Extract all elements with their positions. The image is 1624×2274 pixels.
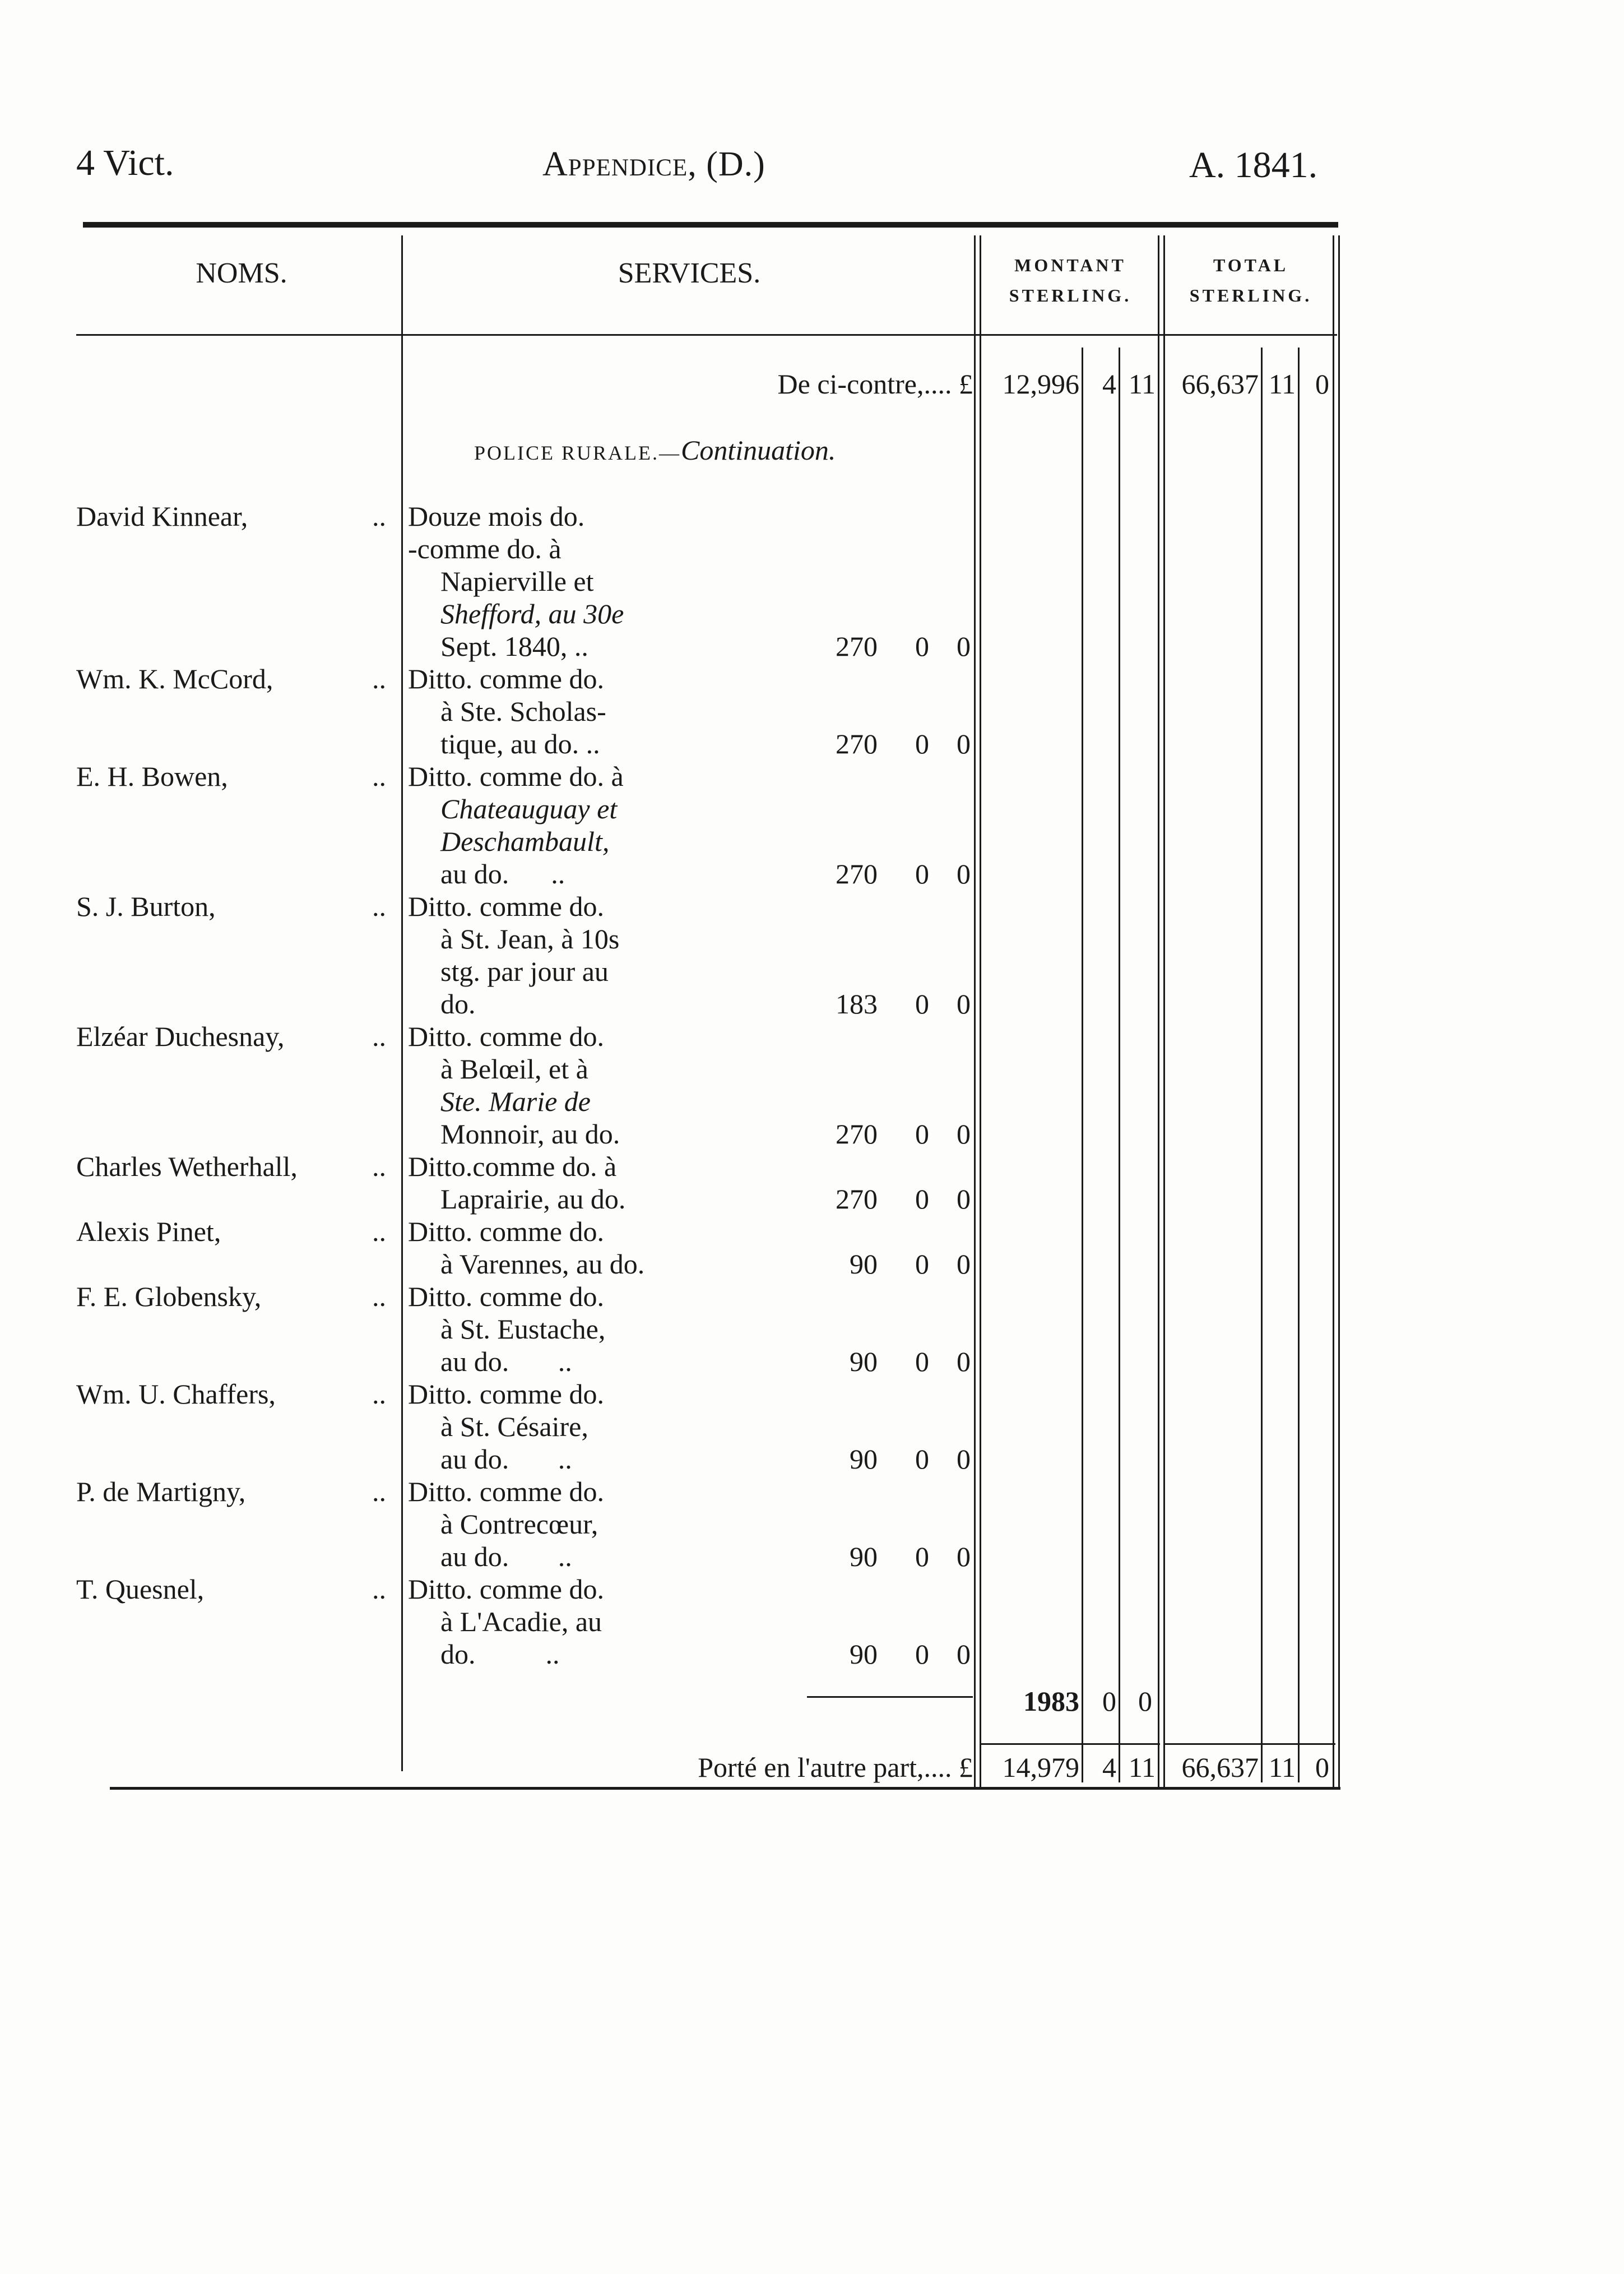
service-line: Ste. Marie de	[440, 1086, 591, 1117]
service-line: à Belœil, et à	[440, 1053, 588, 1085]
service-line: Ditto. comme do.	[408, 1021, 604, 1052]
entry-shillings: 0	[915, 1443, 929, 1475]
entry-dots: ..	[372, 501, 386, 532]
entry-name: David Kinnear,	[76, 501, 248, 532]
entry-name: S. J. Burton,	[76, 891, 216, 922]
entry-service	[408, 1215, 655, 1280]
service-line: Douze mois do.	[408, 501, 585, 532]
entry-dots: ..	[372, 1281, 386, 1312]
entry-name: Alexis Pinet,	[76, 1216, 221, 1247]
entry-dots: ..	[372, 663, 386, 694]
service-line: au do. ..	[440, 858, 565, 890]
entry-service	[408, 1573, 655, 1670]
vrule-montant-1	[1158, 235, 1159, 1788]
entry-name: F. E. Globensky,	[76, 1281, 262, 1312]
subtotal-pence: 0	[1138, 1685, 1152, 1717]
entry-pounds: 90	[850, 1638, 878, 1670]
entry-service	[408, 663, 655, 760]
entry-shillings: 0	[915, 1541, 929, 1572]
col-montant-line2: STERLING.	[1009, 285, 1132, 306]
entry-dots: ..	[372, 1151, 386, 1182]
cf-montant-pounds: 14,979	[1002, 1752, 1079, 1783]
entry-shillings: 0	[915, 1183, 929, 1215]
entry-service	[408, 1280, 655, 1378]
entry-pounds: 183	[836, 988, 878, 1020]
col-montant-line1: MONTANT	[1014, 255, 1126, 275]
entry-pence: 0	[957, 1346, 971, 1377]
entry-pence: 0	[957, 1183, 971, 1215]
bf-total-shillings: 11	[1268, 368, 1296, 400]
brought-forward-label: De ci-contre,.... £	[777, 368, 973, 400]
vrule-total-pence	[1298, 348, 1300, 1782]
bf-total-pence: 0	[1315, 368, 1329, 400]
entry-name: P. de Martigny,	[76, 1476, 246, 1507]
vrule-right-1	[1333, 235, 1334, 1788]
service-line: Sept. 1840, ..	[440, 631, 588, 662]
carried-forward-label: Porté en l'autre part,.... £	[698, 1752, 973, 1783]
cf-total-shillings: 11	[1268, 1752, 1296, 1783]
table-top-rule	[83, 222, 1338, 228]
entry-pounds: 270	[836, 631, 878, 662]
entry-pounds: 90	[850, 1346, 878, 1377]
entry-pence: 0	[957, 1118, 971, 1150]
entry-service	[408, 890, 655, 1020]
service-line: Ditto. comme do.	[408, 1573, 604, 1605]
entry-pounds: 270	[836, 858, 878, 890]
service-line: au do. ..	[440, 1541, 572, 1572]
service-line: Monnoir, au do.	[440, 1118, 620, 1150]
col-services: SERVICES.	[618, 257, 761, 289]
header-left: 4 Vict.	[76, 142, 174, 183]
service-line: au do. ..	[440, 1346, 572, 1377]
service-line: Shefford, au 30e	[440, 598, 624, 629]
total-rule-total	[1164, 1743, 1335, 1745]
service-line: Ditto. comme do.	[408, 1378, 604, 1410]
entry-name: Charles Wetherhall,	[76, 1151, 298, 1182]
section-subtitle: Continuation.	[681, 434, 836, 466]
service-line: Chateauguay et	[440, 793, 618, 825]
service-line: Ditto. comme do.	[408, 891, 604, 922]
service-line: do.	[440, 988, 476, 1020]
entry-pence: 0	[957, 728, 971, 759]
entry-service	[408, 760, 655, 890]
entry-dots: ..	[372, 761, 386, 792]
entry-service	[408, 1020, 655, 1150]
entry-shillings: 0	[915, 858, 929, 890]
entry-service	[408, 1150, 655, 1215]
header-bottom-rule	[76, 334, 1337, 336]
entry-dots: ..	[372, 1476, 386, 1507]
entry-shillings: 0	[915, 631, 929, 662]
service-line: Napierville et	[440, 566, 594, 597]
header-right: A. 1841.	[1189, 145, 1318, 186]
service-line: à Ste. Scholas-	[440, 696, 606, 727]
entry-name: Elzéar Duchesnay,	[76, 1021, 285, 1052]
entry-pence: 0	[957, 1443, 971, 1475]
vrule-services-1	[974, 235, 976, 1788]
service-line: Deschambault,	[440, 826, 610, 857]
col-noms: NOMS.	[196, 257, 287, 289]
service-line: Laprairie, au do.	[440, 1183, 626, 1215]
entry-dots: ..	[372, 1021, 386, 1052]
entry-pounds: 270	[836, 728, 878, 759]
entry-name: T. Quesnel,	[76, 1573, 205, 1605]
vrule-total-shillings	[1261, 348, 1263, 1782]
cf-total-pence: 0	[1315, 1752, 1329, 1783]
entry-pence: 0	[957, 1541, 971, 1572]
entry-dots: ..	[372, 1216, 386, 1247]
entry-pounds: 270	[836, 1118, 878, 1150]
service-line: Ditto. comme do.	[408, 1281, 604, 1312]
entry-name: Wm. K. McCord,	[76, 663, 273, 694]
service-line: à L'Acadie, au	[440, 1606, 602, 1637]
bf-total-pounds: 66,637	[1181, 368, 1259, 400]
entry-pence: 0	[957, 1248, 971, 1280]
entry-service	[408, 1475, 655, 1573]
service-line: stg. par jour au	[440, 956, 609, 987]
bf-montant-shillings: 4	[1102, 368, 1116, 400]
entry-pounds: 270	[836, 1183, 878, 1215]
entry-pence: 0	[957, 1638, 971, 1670]
service-line: Ditto. comme do. à	[408, 761, 624, 792]
service-line: Ditto. comme do.	[408, 663, 604, 694]
vrule-montant-pence	[1119, 348, 1120, 1782]
service-line: Ditto. comme do.	[408, 1216, 604, 1247]
entry-shillings: 0	[915, 728, 929, 759]
bf-montant-pence: 11	[1128, 368, 1156, 400]
vrule-services-2	[980, 235, 981, 1788]
section-heading	[474, 434, 836, 466]
entry-shillings: 0	[915, 1248, 929, 1280]
service-line: au do. ..	[440, 1443, 572, 1475]
cf-montant-shillings: 4	[1102, 1752, 1116, 1783]
cf-total-pounds: 66,637	[1181, 1752, 1259, 1783]
service-line: Ditto. comme do.	[408, 1476, 604, 1507]
col-total-line1: TOTAL	[1213, 255, 1289, 275]
subtotal-rule	[807, 1696, 973, 1698]
vrule-names	[401, 235, 403, 1771]
service-line: à Varennes, au do.	[440, 1248, 645, 1280]
entry-service	[408, 500, 655, 663]
entry-pence: 0	[957, 988, 971, 1020]
entry-dots: ..	[372, 1573, 386, 1605]
entry-shillings: 0	[915, 1346, 929, 1377]
service-line: à St. Jean, à 10s	[440, 923, 620, 955]
entry-dots: ..	[372, 1378, 386, 1410]
table-bottom-rule	[110, 1787, 1340, 1790]
entry-pence: 0	[957, 858, 971, 890]
section-title: POLICE RURALE.—	[474, 442, 681, 464]
entry-pounds: 90	[850, 1443, 878, 1475]
service-line: tique, au do. ..	[440, 728, 600, 759]
col-montant	[978, 250, 1163, 311]
bf-montant-pounds: 12,996	[1002, 368, 1079, 400]
service-line: à Contrecœur,	[440, 1508, 598, 1540]
entry-service	[408, 1378, 655, 1475]
subtotal-shillings: 0	[1102, 1685, 1116, 1717]
service-line: -comme do. à	[408, 533, 562, 564]
service-line: do. ..	[440, 1638, 560, 1670]
vrule-montant-shillings	[1082, 348, 1083, 1782]
vrule-right-2	[1338, 235, 1340, 1788]
service-line: à St. Césaire,	[440, 1411, 588, 1442]
entry-name: Wm. U. Chaffers,	[76, 1378, 276, 1410]
entry-pence: 0	[957, 631, 971, 662]
service-line: Ditto.comme do. à	[408, 1151, 617, 1182]
entry-shillings: 0	[915, 1118, 929, 1150]
vrule-montant-2	[1163, 235, 1165, 1788]
entry-pounds: 90	[850, 1248, 878, 1280]
entry-dots: ..	[372, 891, 386, 922]
total-rule-montant	[981, 1743, 1160, 1745]
service-line: à St. Eustache,	[440, 1313, 606, 1345]
entry-shillings: 0	[915, 988, 929, 1020]
col-total-line2: STERLING.	[1189, 285, 1312, 306]
col-total	[1163, 250, 1338, 311]
entry-name: E. H. Bowen,	[76, 761, 228, 792]
entry-pounds: 90	[850, 1541, 878, 1572]
entry-shillings: 0	[915, 1638, 929, 1670]
subtotal-pounds: 1983	[1023, 1685, 1079, 1717]
cf-montant-pence: 11	[1128, 1752, 1156, 1783]
header-center: Appendice, (D.)	[542, 145, 765, 183]
